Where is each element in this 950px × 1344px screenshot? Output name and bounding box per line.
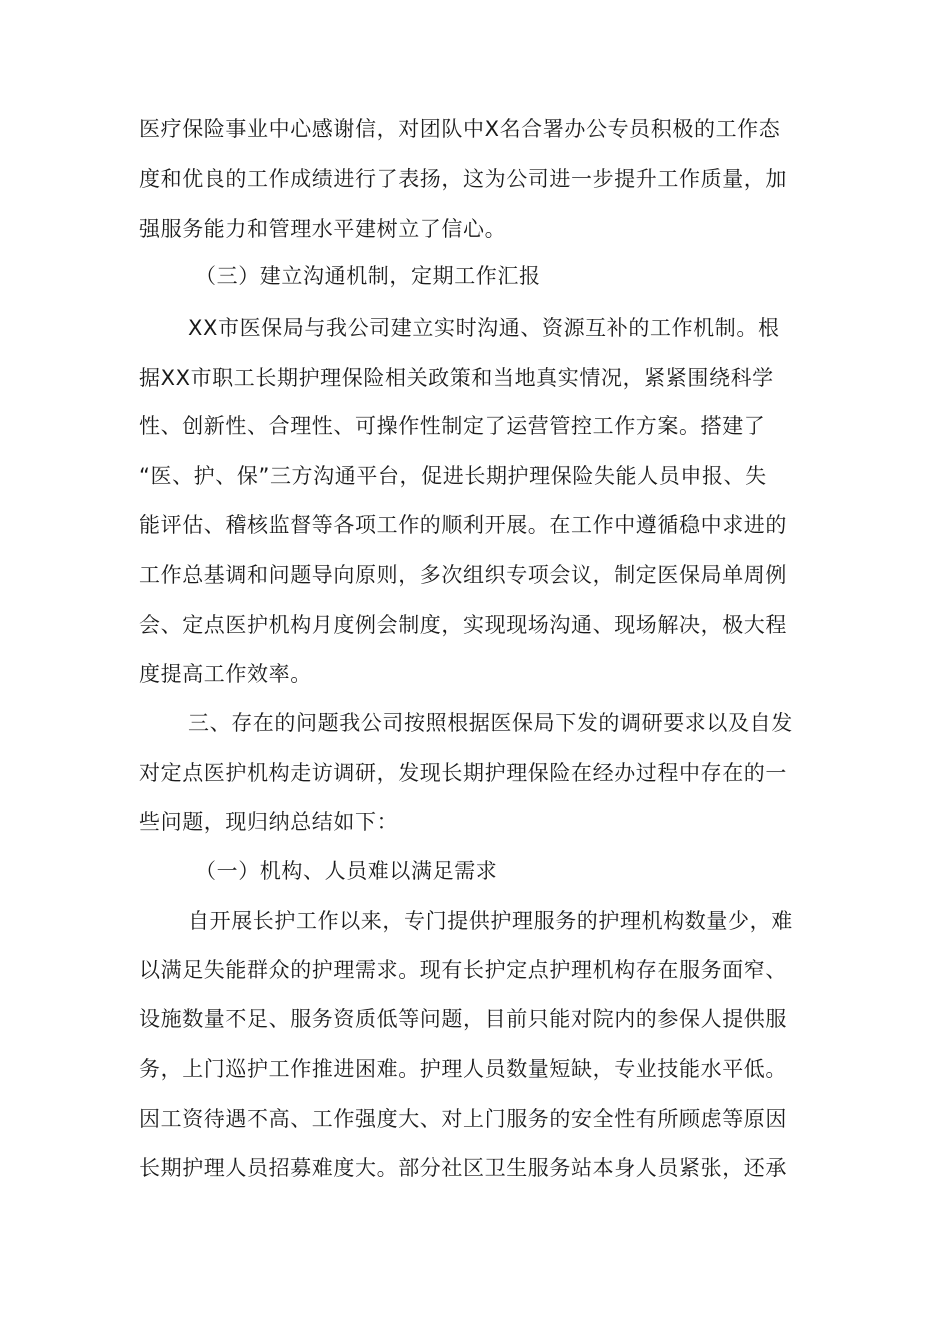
body-text-line: 些问题，现归纳总结如下： [139,810,399,834]
body-text-line: 工作总基调和问题导向原则，多次组织专项会议，制定医保局单周例 [139,563,787,587]
body-text-line: 强服务能力和管理水平建树立了信心。 [139,217,507,241]
section-heading: （三）建立沟通机制，定期工作汇报 [195,264,541,288]
body-text-line: 能评估、稽核监督等各项工作的顺利开展。在工作中遵循稳中求进的 [139,513,787,537]
body-text-line: 设施数量不足、服务资质低等问题，目前只能对院内的参保人提供服 [139,1007,787,1031]
section-heading: （一）机构、人员难以满足需求 [195,859,498,883]
body-text-line: 医疗保险事业中心感谢信，对团队中X名合署办公专员积极的工作态 [139,117,781,141]
body-text-line: 对定点医护机构走访调研，发现长期护理保险在经办过程中存在的一 [139,761,787,785]
body-text-line: 务，上门巡护工作推进困难。护理人员数量短缺，专业技能水平低。 [139,1057,787,1081]
body-text-line: 以满足失能群众的护理需求。现有长护定点护理机构存在服务面窄、 [139,958,787,982]
body-text-line: 三、存在的问题我公司按照根据医保局下发的调研要求以及自发 [188,711,793,735]
body-text-line: XX市医保局与我公司建立实时沟通、资源互补的工作机制。根 [188,316,780,340]
body-text-line: 度和优良的工作成绩进行了表扬，这为公司进一步提升工作质量，加 [139,167,787,191]
body-text-line: 性、创新性、合理性、可操作性制定了运营管控工作方案。搭建了 [139,414,766,438]
body-text-line: “医、护、保”三方沟通平台，促进长期护理保险失能人员申报、失 [139,464,767,488]
body-text-line: 自开展长护工作以来，专门提供护理服务的护理机构数量少，难 [188,909,793,933]
body-text-line: 据XX市职工长期护理保险相关政策和当地真实情况，紧紧围绕科学 [139,366,774,390]
body-text-line: 长期护理人员招募难度大。部分社区卫生服务站本身人员紧张，还承 [139,1156,787,1180]
body-text-line: 因工资待遇不高、工作强度大、对上门服务的安全性有所顾虑等原因 [139,1107,787,1131]
body-text-line: 度提高工作效率。 [139,662,312,686]
body-text-line: 会、定点医护机构月度例会制度，实现现场沟通、现场解决，极大程 [139,613,787,637]
